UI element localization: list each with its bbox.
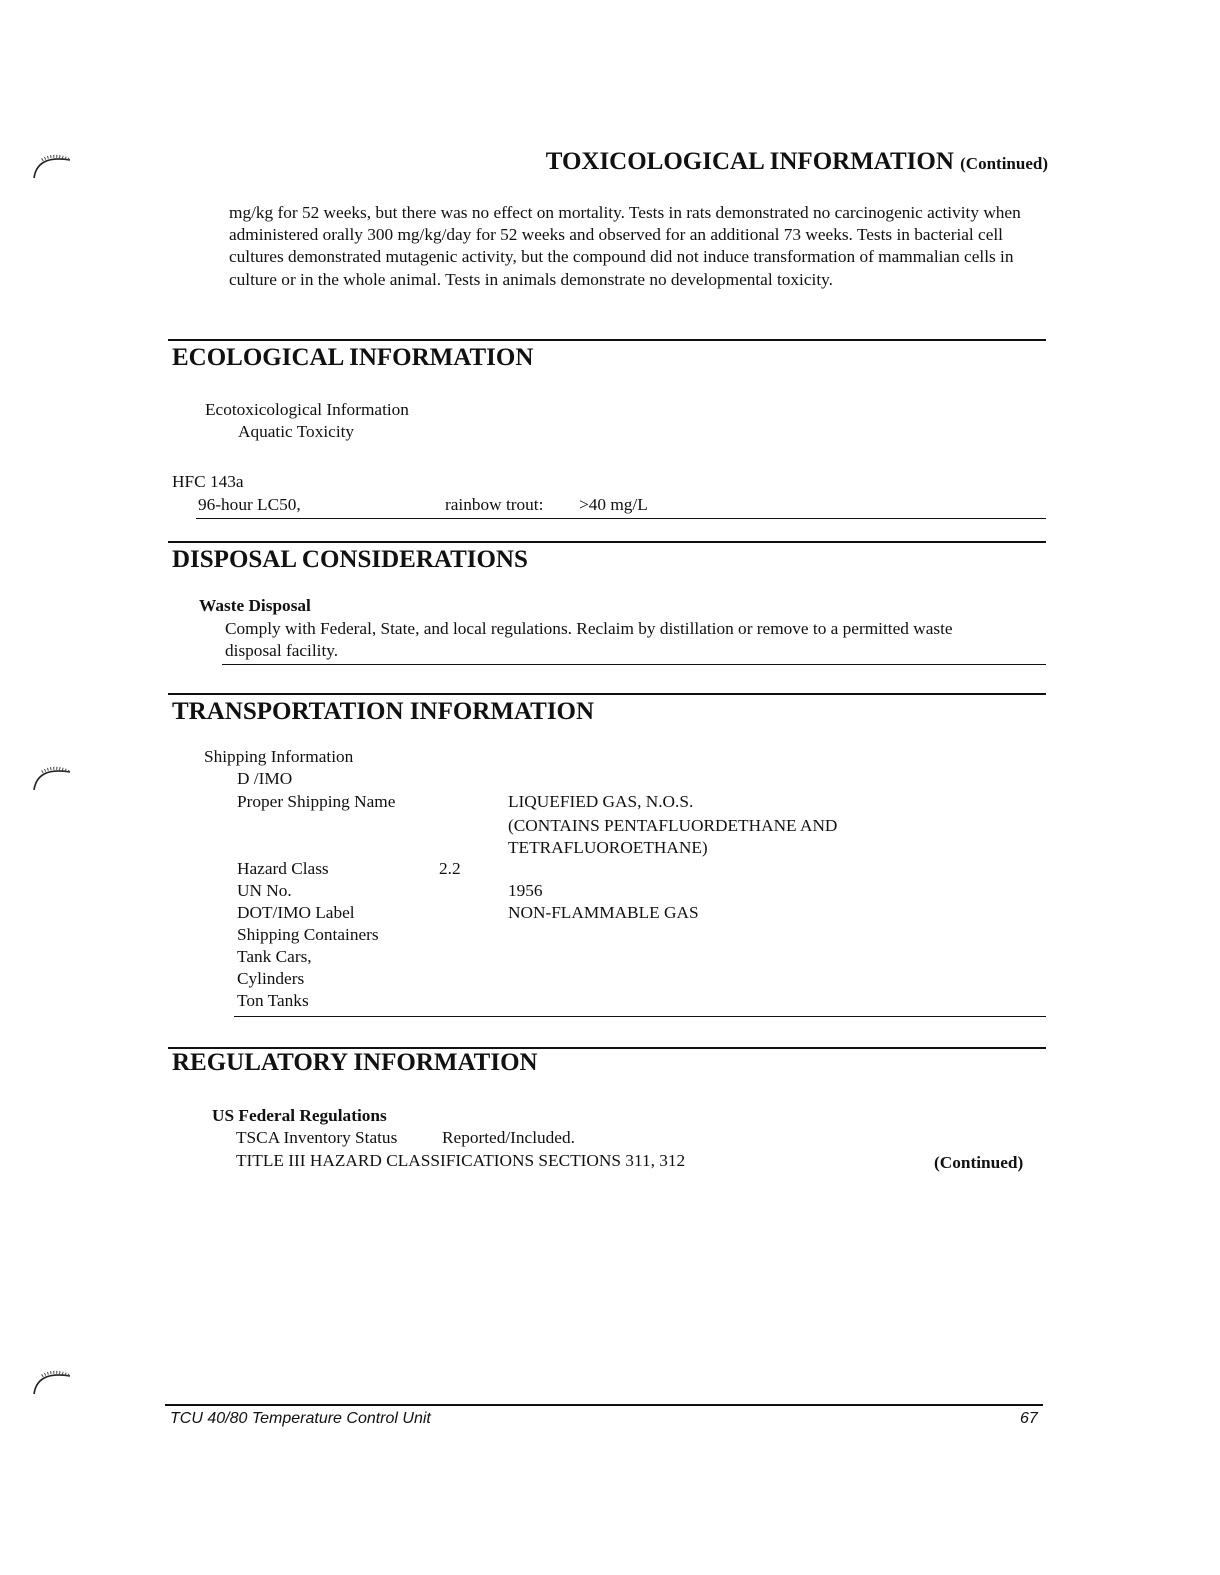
dot-imo-label-value: NON-FLAMMABLE GAS <box>508 903 699 922</box>
binder-hole-mark-icon <box>32 1366 76 1396</box>
shipping-info-label: Shipping Information <box>204 747 354 766</box>
species-label: rainbow trout: <box>445 495 544 514</box>
tsca-value: Reported/Included. <box>442 1128 575 1147</box>
regulatory-heading: REGULATORY INFORMATION <box>172 1049 538 1076</box>
proper-shipping-name-label: Proper Shipping Name <box>237 792 396 811</box>
shipping-containers-label: Shipping Containers <box>237 925 379 944</box>
section-underline <box>222 664 1046 665</box>
section-underline <box>196 518 1046 519</box>
disposal-text-line-2: disposal facility. <box>225 641 339 660</box>
binder-hole-mark-icon <box>32 150 76 180</box>
title-iii-line: TITLE III HAZARD CLASSIFICATIONS SECTIONS 311, 312 <box>236 1151 686 1170</box>
section-underline <box>234 1016 1046 1017</box>
section-divider <box>168 339 1046 341</box>
toxicology-paragraph: mg/kg for 52 weeks, but there was no effect on mortality. Tests in rats demonstrated no carcinogenic activity when administered orally 300 mg/kg/day for 52 weeks and observed for an additional 73 weeks. Tests in bacterial cell cultures demonstrated mutagenic activity, but the compound did not induce transformation of mammalian cells in culture or in the whole animal. Tests in animals demonstrate no developmental toxicity. <box>229 203 1021 289</box>
page-number: 67 <box>1020 1410 1038 1427</box>
un-no-value: 1956 <box>508 881 543 900</box>
section-divider <box>168 541 1046 543</box>
compound-label: HFC 143a <box>172 472 244 491</box>
page-title-text: TOXICOLOGICAL INFORMATION <box>545 148 954 175</box>
hazard-class-value: 2.2 <box>439 859 461 878</box>
section-divider <box>168 693 1046 695</box>
proper-shipping-name-line: (CONTAINS PENTAFLUORDETHANE AND <box>508 816 838 835</box>
dot-imo-label: D /IMO <box>237 769 293 788</box>
continued-note: (Continued) <box>934 1153 1024 1172</box>
hazard-class-label: Hazard Class <box>237 859 329 878</box>
container-item: Cylinders <box>237 969 305 988</box>
transportation-heading: TRANSPORTATION INFORMATION <box>172 698 595 725</box>
footer-rule <box>165 1404 1043 1406</box>
footer-manual-title: TCU 40/80 Temperature Control Unit <box>170 1410 431 1427</box>
us-federal-regulations-label: US Federal Regulations <box>212 1106 387 1125</box>
dot-imo-label-label: DOT/IMO Label <box>237 903 355 922</box>
test-label: 96-hour LC50, <box>198 495 301 514</box>
tsca-label: TSCA Inventory Status <box>236 1128 398 1147</box>
container-item: Ton Tanks <box>237 991 309 1010</box>
page-title <box>520 148 1048 176</box>
un-no-label: UN No. <box>237 881 292 900</box>
proper-shipping-name-line: LIQUEFIED GAS, N.O.S. <box>508 792 694 811</box>
disposal-heading: DISPOSAL CONSIDERATIONS <box>172 546 528 573</box>
ecological-subheading: Ecotoxicological Information <box>205 400 409 419</box>
proper-shipping-name-line: TETRAFLUOROETHANE) <box>508 838 708 857</box>
container-item: Tank Cars, <box>237 947 312 966</box>
aquatic-toxicity-label: Aquatic Toxicity <box>238 422 355 441</box>
disposal-text-line-1: Comply with Federal, State, and local regulations. Reclaim by distillation or remove to a permitted waste <box>225 619 953 638</box>
toxicity-result: >40 mg/L <box>579 495 648 514</box>
page-title-continued: (Continued) <box>960 154 1048 173</box>
waste-disposal-label: Waste Disposal <box>199 596 311 615</box>
binder-hole-mark-icon <box>32 762 76 792</box>
ecological-heading: ECOLOGICAL INFORMATION <box>172 344 534 371</box>
